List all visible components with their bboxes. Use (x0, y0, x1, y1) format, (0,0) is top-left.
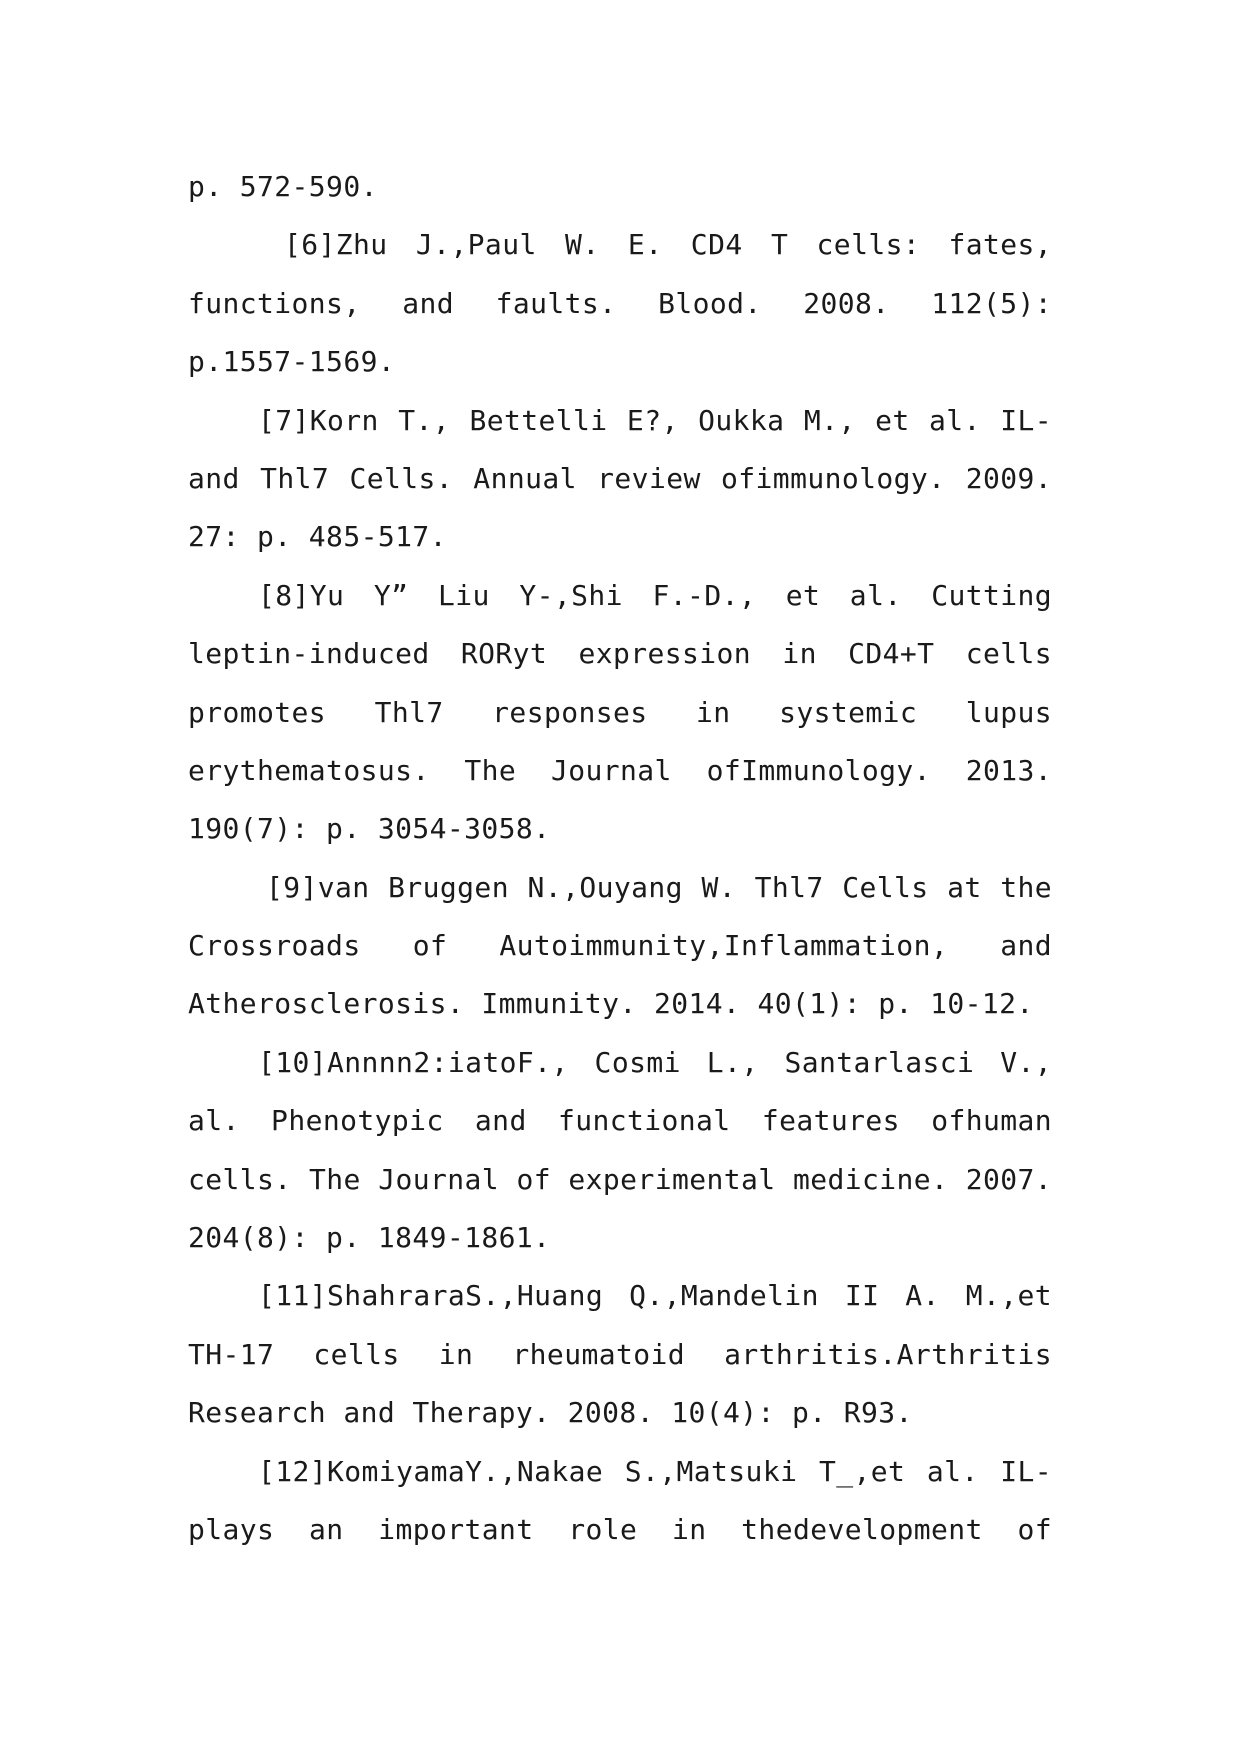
reference-7-line-2: and Thl7 Cells. Annual review ofimmunology. 2009. (188, 461, 1052, 495)
reference-7-line-3: 27: p. 485-517. (188, 520, 447, 554)
reference-list (188, 158, 1052, 1559)
reference-6 (188, 216, 1052, 391)
reference-7 (188, 392, 1052, 567)
reference-11-line-2: TH-17 cells in rheumatoid arthritis.Arthritis (188, 1337, 1052, 1371)
reference-9 (188, 859, 1052, 1034)
reference-11-line-3: Research and Therapy. 2008. 10(4): p. R93. (188, 1396, 913, 1430)
reference-8-line-2: leptin-induced RORyt expression in CD4+T cells (188, 637, 1052, 671)
reference-10-line-1: [10]Annnn2:iatoF., Cosmi L., Santarlasci V., (258, 1045, 1052, 1079)
reference-9-line-1: [9]van Bruggen N.,Ouyang W. Thl7 Cells at the (266, 870, 1052, 904)
reference-10-line-3: cells. The Journal of experimental medicine. 2007. (188, 1162, 1052, 1196)
reference-12-line-2: plays an important role in thedevelopment of (188, 1512, 1052, 1546)
reference-8-line-5: 190(7): p. 3054-3058. (188, 812, 551, 846)
reference-6-line-1: [6]Zhu J.,Paul W. E. CD4 T cells: fates, (284, 228, 1052, 262)
reference-7-line-1: [7]Korn T., Bettelli E?, Oukka M., et al. IL- (258, 403, 1052, 437)
reference-6-line-2: functions, and faults. Blood. 2008. 112(5): (188, 286, 1052, 320)
reference-9-line-2: Crossroads of Autoimmunity,Inflammation, and (188, 929, 1052, 963)
reference-6-line-3: p.1557-1569. (188, 345, 396, 379)
reference-9-line-3: Atherosclerosis. Immunity. 2014. 40(1): p. 10-12. (188, 987, 1034, 1021)
reference-8 (188, 567, 1052, 859)
reference-8-line-3: promotes Thl7 responses in systemic lupus (188, 695, 1052, 729)
reference-10-line-2: al. Phenotypic and functional features ofhuman (188, 1104, 1052, 1138)
reference-5-tail: p. 572-590. (188, 170, 378, 203)
reference-8-line-4: erythematosus. The Journal ofImmunology. 2013. (188, 753, 1052, 787)
reference-12-line-1: [12]KomiyamaY.,Nakae S.,Matsuki T_,et al. IL- (258, 1454, 1052, 1488)
reference-10-line-4: 204(8): p. 1849-1861. (188, 1221, 551, 1255)
reference-8-line-1: [8]Yu Y” Liu Y-,Shi F.-D., et al. Cutting (258, 578, 1052, 612)
reference-10 (188, 1034, 1052, 1268)
reference-12 (188, 1443, 1052, 1560)
reference-11 (188, 1267, 1052, 1442)
reference-11-line-1: [11]ShahraraS.,Huang Q.,Mandelin II A. M.,et (258, 1279, 1052, 1313)
